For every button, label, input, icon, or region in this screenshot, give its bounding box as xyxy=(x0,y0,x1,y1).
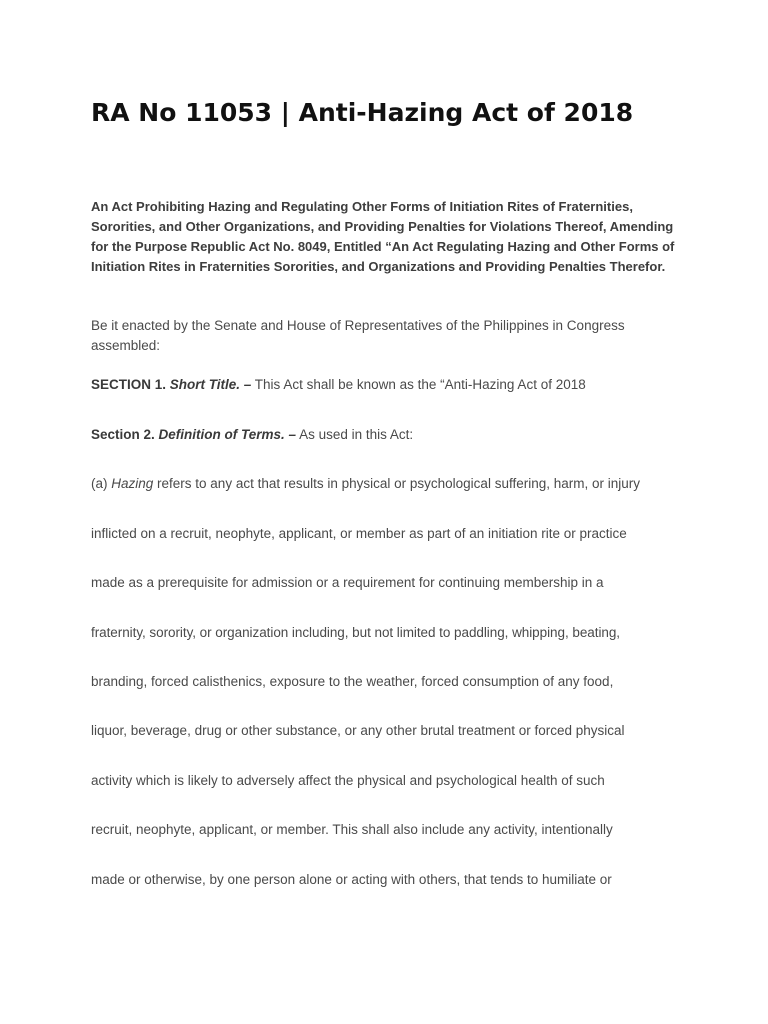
section-1-label: SECTION 1. xyxy=(91,377,167,392)
section-2-heading: Definition of Terms. – xyxy=(158,427,297,442)
section-1-text: This Act shall be known as the “Anti-Hazing Act of 2018 xyxy=(251,377,586,392)
section-2-label: Section 2. xyxy=(91,427,155,442)
definition-a-line-6: liquor, beverage, drug or other substance, or any other brutal treatment or forced physical xyxy=(91,723,625,738)
definition-a-line-5: branding, forced calisthenics, exposure to the weather, forced consumption of any food, xyxy=(91,674,614,689)
definition-a-line-3: made as a prerequisite for admission or a requirement for continuing membership in a xyxy=(91,575,604,590)
section-1-paragraph xyxy=(91,375,586,395)
definition-a-line-4: fraternity, sorority, or organization including, but not limited to paddling, whipping, beating, xyxy=(91,625,621,640)
section-2-paragraph xyxy=(91,425,413,445)
section-2-text: As used in this Act: xyxy=(296,427,414,442)
definition-a-prefix: (a) xyxy=(91,476,112,491)
definition-a-line-7: activity which is likely to adversely affect the physical and psychological health of such xyxy=(91,773,605,788)
definition-a-term: Hazing xyxy=(111,476,154,491)
definition-a-text: refers to any act that results in physical or psychological suffering, harm, or injury xyxy=(153,476,640,491)
definition-a-line-1 xyxy=(91,474,640,494)
enacting-clause: Be it enacted by the Senate and House of Representatives of the Philippines in Congress assembled: xyxy=(91,318,625,353)
definition-a-line-2: inflicted on a recruit, neophyte, applicant, or member as part of an initiation rite or practice xyxy=(91,526,627,541)
section-1-heading: Short Title. – xyxy=(169,377,252,392)
definition-a-line-9: made or otherwise, by one person alone or acting with others, that tends to humiliate or xyxy=(91,872,612,887)
page-title: RA No 11053 | Anti-Hazing Act of 2018 xyxy=(91,98,634,127)
act-long-title: An Act Prohibiting Hazing and Regulating Other Forms of Initiation Rites of Fraternities, Sororities, and Other Organizations, and Providing Penalties for Violations Thereof, Amending for the Purpose Republic Act No. 8049, Entitled “An Act Regulating Hazing and Other Forms of Initiation Rites in Fraternities Sororities, and Organizations and Providing Penalties Therefor. xyxy=(91,199,675,274)
definition-a-line-8: recruit, neophyte, applicant, or member. This shall also include any activity, intentionally xyxy=(91,822,613,837)
